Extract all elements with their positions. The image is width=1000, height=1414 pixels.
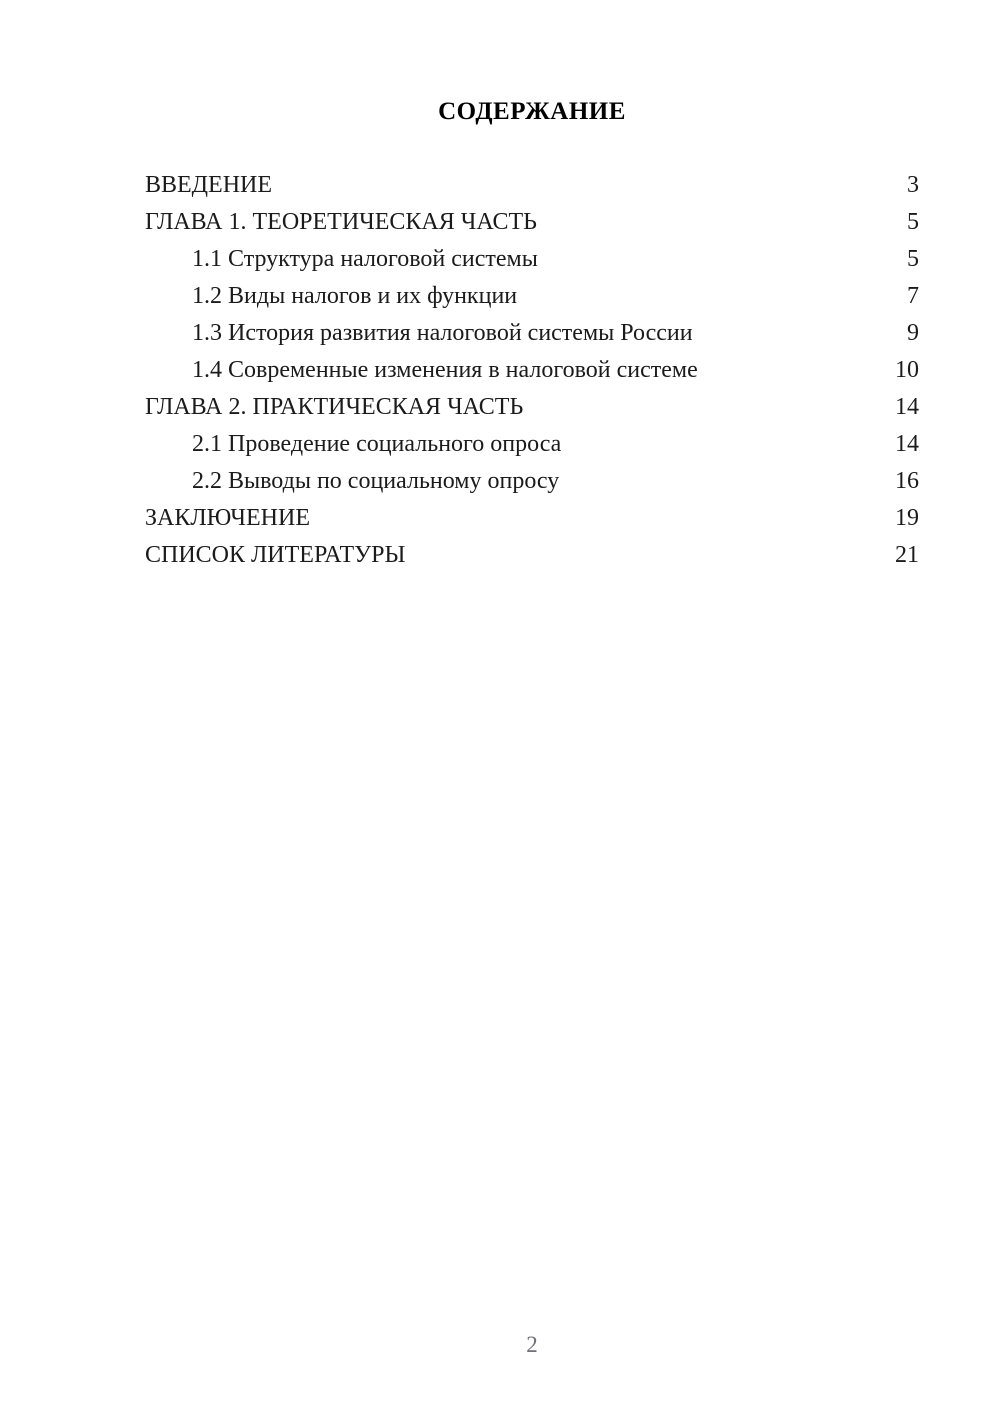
page-number-footer: 2 (526, 1332, 538, 1357)
toc-entry-page: 16 (895, 468, 919, 494)
toc-entry-page: 10 (895, 357, 919, 383)
toc-row (145, 315, 919, 352)
toc-entry-label: ВВЕДЕНИЕ (145, 172, 273, 198)
toc-row (145, 352, 919, 389)
toc-list (145, 167, 919, 574)
toc-entry-page: 5 (907, 246, 919, 272)
toc-row (145, 278, 919, 315)
toc-row (145, 537, 919, 574)
page-title: СОДЕРЖАНИЕ (438, 98, 626, 125)
toc-entry-page: 14 (895, 431, 919, 457)
toc-row (145, 463, 919, 500)
toc-entry-label: 2.2 Выводы по социальному опросу (192, 468, 560, 494)
toc-entry-page: 14 (895, 394, 919, 420)
toc-entry-page: 7 (907, 283, 919, 309)
toc-row (145, 241, 919, 278)
toc-row (145, 167, 919, 204)
toc-row (145, 204, 919, 241)
toc-content (145, 93, 919, 574)
toc-entry-page: 19 (895, 505, 919, 531)
toc-row (145, 500, 919, 537)
toc-row (145, 389, 919, 426)
toc-entry-page: 5 (907, 209, 919, 235)
toc-entry-label: 1.1 Структура налоговой системы (192, 246, 538, 272)
toc-entry-page: 21 (895, 542, 919, 568)
toc-entry-label: 1.2 Виды налогов и их функции (192, 283, 518, 309)
toc-entry-page: 9 (907, 320, 919, 346)
toc-entry-label: 1.4 Современные изменения в налоговой системе (192, 357, 698, 383)
toc-entry-label: ГЛАВА 2. ПРАКТИЧЕСКАЯ ЧАСТЬ (145, 394, 524, 420)
toc-entry-label: 1.3 История развития налоговой системы России (192, 320, 693, 346)
toc-entry-label: ГЛАВА 1. ТЕОРЕТИЧЕСКАЯ ЧАСТЬ (145, 209, 537, 235)
toc-entry-page: 3 (907, 172, 919, 198)
toc-row (145, 426, 919, 463)
toc-entry-label: 2.1 Проведение социального опроса (192, 431, 562, 457)
toc-entry-label: ЗАКЛЮЧЕНИЕ (145, 505, 310, 531)
toc-entry-label: СПИСОК ЛИТЕРАТУРЫ (145, 542, 406, 568)
